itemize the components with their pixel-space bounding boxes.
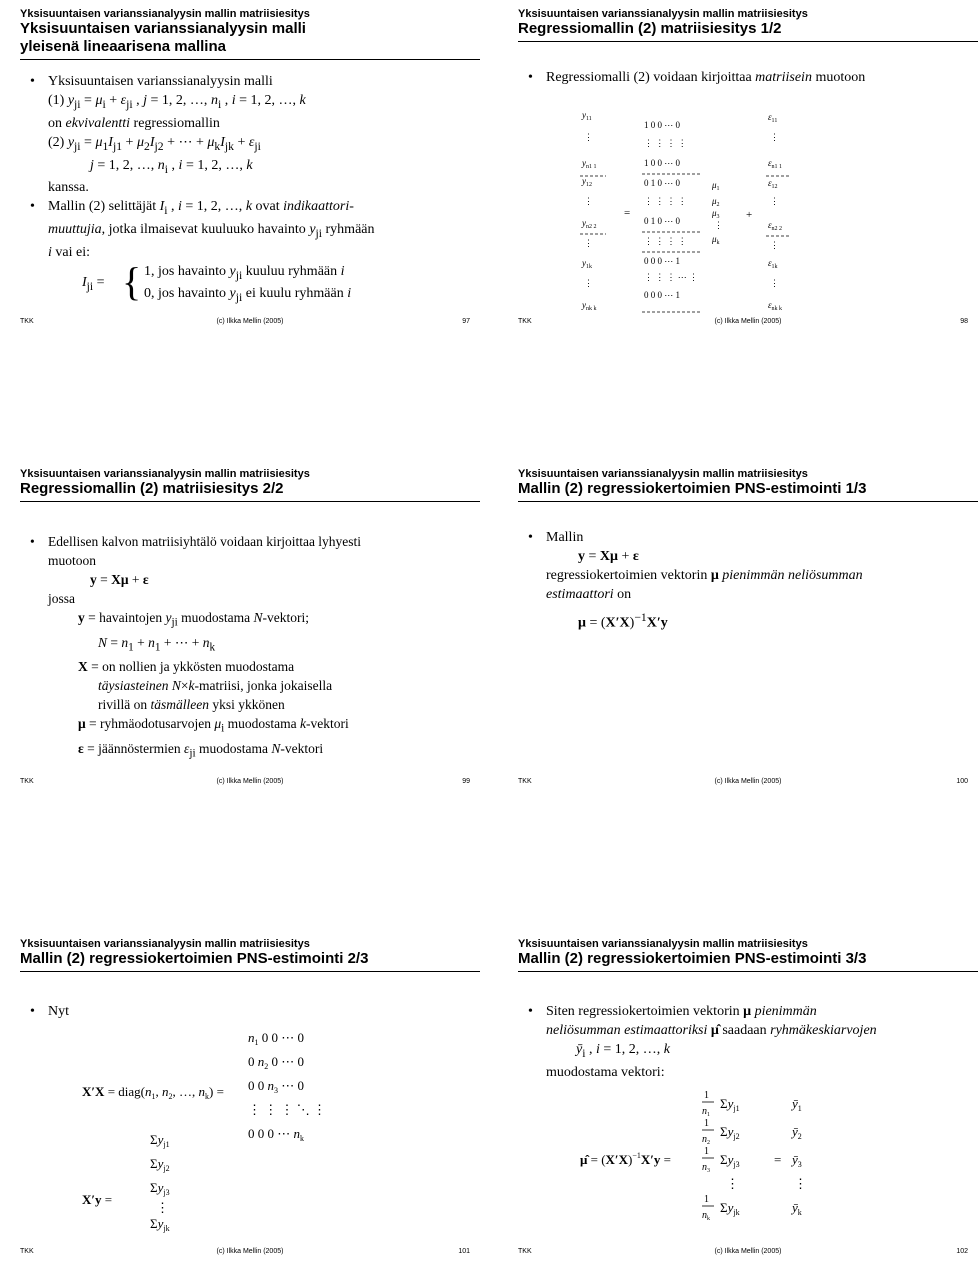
svg-text:=: = xyxy=(624,207,631,219)
svg-text:Σyj2: $\Sigma y_{j2}$ xyxy=(150,1156,170,1173)
def-y: y = havaintojen $y_{ji}$ muodostama N-vektori; xyxy=(78,610,309,629)
footer-left: TKK xyxy=(518,1248,532,1255)
svg-text:⋮: ⋮ xyxy=(770,196,779,206)
svg-text:⋮ ⋮ ⋮ ⋮: ⋮ ⋮ ⋮ ⋮ xyxy=(644,236,687,246)
title-rule xyxy=(518,501,978,502)
svg-text:εnk k: $\varepsilon_{nk k}$ xyxy=(768,300,783,312)
svg-text:Σyj2: $\Sigma y_{j2}$ xyxy=(720,1124,740,1141)
svg-text:μk: $\mu_k$ xyxy=(712,234,720,246)
page-number: 97 xyxy=(462,318,470,325)
svg-text:0 1 0 ⋯ 0: 0 1 0 ⋯ 0 xyxy=(644,216,680,226)
svg-text:+: + xyxy=(746,209,753,221)
svg-text:0 n2 0 ⋯ 0: 0 $n_2$ 0 ⋯ 0 xyxy=(248,1054,304,1071)
slide-title: Mallin (2) regressiokertoimien PNS-estimointi 2/3 xyxy=(20,950,369,967)
svg-text:n2: $n_2$ xyxy=(702,1134,710,1146)
def-n: $N = n_1 + n_1$ + ⋯ + $n_k$ xyxy=(98,634,216,654)
svg-text:⋮: ⋮ xyxy=(584,132,593,142)
svg-text:εn1 1: $\varepsilon_{n1 1}$ xyxy=(768,158,783,170)
svg-text:Σyj3: $\Sigma y_{j3}$ xyxy=(720,1152,740,1169)
footer-left: TKK xyxy=(518,778,532,785)
page-number: 102 xyxy=(956,1248,968,1255)
xtx-equation xyxy=(80,1030,380,1233)
svg-text:0 0 0 ⋯ nk: 0 0 0 ⋯ $n_k$ xyxy=(248,1126,304,1143)
svg-text:ynk k: $y_{nk k}$ xyxy=(582,300,597,312)
text-line: rivillä on täsmälleen yksi ykkönen xyxy=(98,697,285,713)
course-title: Yksisuuntaisen varianssianalyysin mallin matriisiesitys xyxy=(518,468,808,480)
svg-text:⋮ ⋮ ⋮ ⋮: ⋮ ⋮ ⋮ ⋮ xyxy=(644,138,687,148)
bullet-item: • Nyt xyxy=(30,1004,69,1019)
svg-text:⋮: ⋮ xyxy=(584,196,593,206)
slide-body xyxy=(528,1002,972,1082)
slide-title: Mallin (2) regressiokertoimien PNS-estimointi 1/3 xyxy=(518,480,867,497)
svg-text:n3: $n_3$ xyxy=(702,1162,710,1174)
svg-text:ȳ2: $ȳ_2$ xyxy=(792,1124,802,1141)
footer-center: (c) Ilkka Mellin (2005) xyxy=(216,318,284,325)
footer-left: TKK xyxy=(20,318,34,325)
svg-text:ε12: $\varepsilon_{12}$ xyxy=(768,178,778,190)
footer-center: (c) Ilkka Mellin (2005) xyxy=(216,778,284,785)
slide-title: Regressiomallin (2) matriisiesitys 1/2 xyxy=(518,20,782,37)
footer-center: (c) Ilkka Mellin (2005) xyxy=(714,1248,782,1255)
text-line: täysiasteinen N×k-matriisi, jonka jokaisella xyxy=(98,678,333,694)
svg-text:yn1 1: $y_{n1 1}$ xyxy=(582,158,597,170)
def-eps: ε = jäännöstermien $\varepsilon_{ji}$ muodostama N-vektori xyxy=(78,741,324,760)
course-title: Yksisuuntaisen varianssianalyysin mallin matriisiesitys xyxy=(518,8,808,20)
slide-101 xyxy=(20,938,480,1258)
formula-means: $ȳ_i$ , i = 1, 2, …, k xyxy=(576,1042,670,1060)
page-number: 98 xyxy=(960,318,968,325)
text-line: muuttujia, jotka ilmaisevat kuuluuko havainto $y_{ji}$ ryhmään xyxy=(48,222,375,240)
svg-text:⋮: ⋮ xyxy=(584,278,593,288)
text-line: Mallin xyxy=(546,530,584,545)
slide-body xyxy=(30,72,474,304)
text-line: Mallin (2) selittäjät $I_i$ , i = 1, 2, …, k ovat indikaattori- xyxy=(48,199,354,218)
slide-body xyxy=(528,68,972,87)
text-line: Yksisuuntaisen varianssianalyysin malli xyxy=(48,74,273,89)
bullet-item: • Regressiomalli (2) voidaan kirjoittaa matriisein muotoon xyxy=(528,70,866,85)
svg-text:ȳk: $ȳ_k$ xyxy=(792,1200,802,1217)
svg-text:X′X = diag(n1, n2, …, nk) =: $X'X = diag(n_1$, $n_2$, …, $n_k$) = xyxy=(82,1084,224,1101)
indicator-definition: $I_{ji}$ = { 1, jos havainto $y_{ji}$ kuuluu ryhmään i 0, jos havainto $y_{ji}$ ei kuulu ryhmään i xyxy=(82,258,352,304)
svg-text:⋮ ⋮ ⋮ ⋮: ⋮ ⋮ ⋮ ⋮ xyxy=(644,196,687,206)
bullet-item: • Mallin (2) selittäjät $I_i$ , i = 1, 2, …, k ovat indikaattori- xyxy=(30,197,474,220)
svg-text:0 1 0 ⋯ 0: 0 1 0 ⋯ 0 xyxy=(644,178,680,188)
def-mu: μ = ryhmäodotusarvojen $\mu_i$ muodostama k-vektori xyxy=(78,716,349,736)
svg-text:y11: $y_{11}$ xyxy=(582,110,592,122)
text-line: kanssa. xyxy=(48,180,89,196)
svg-text:1: 1 xyxy=(704,1090,709,1101)
estimate-equation xyxy=(578,1090,888,1240)
text-line: estimaattori on xyxy=(546,587,632,602)
svg-text:μ2: $\mu_2$ xyxy=(712,196,720,208)
footer-left: TKK xyxy=(20,778,34,785)
page-number: 100 xyxy=(956,778,968,785)
formula-2: (2) $y_{ji} = \mu_1I_{j1} + \mu_2I_{j2}$ + ⋯ + $\mu_kI_{jk} + \varepsilon_{ji}$ xyxy=(48,134,261,153)
svg-text:nk: $n_k$ xyxy=(702,1210,710,1222)
svg-text:μ3: $\mu_3$ xyxy=(712,208,720,220)
matrix-equation xyxy=(578,108,838,313)
course-title: Yksisuuntaisen varianssianalyysin mallin matriisiesitys xyxy=(20,468,310,480)
svg-text:ȳ1: $ȳ_1$ xyxy=(792,1096,802,1113)
slide-97 xyxy=(20,8,480,328)
svg-text:ȳ3: $ȳ_3$ xyxy=(792,1152,802,1169)
text-line: Siten regressiokertoimien vektorin μ pienimmän xyxy=(546,1004,817,1019)
formula-model: y = Xμ + ε xyxy=(90,572,149,587)
title-rule xyxy=(518,41,978,42)
svg-text:0 0 0 ⋯ 1: 0 0 0 ⋯ 1 xyxy=(644,290,680,300)
course-title: Yksisuuntaisen varianssianalyysin mallin matriisiesitys xyxy=(518,938,808,950)
bullet-item: • Edellisen kalvon matriisiyhtälö voidaan kirjoittaa lyhyesti xyxy=(30,534,362,549)
page-number: 99 xyxy=(462,778,470,785)
slide-title: Regressiomallin (2) matriisiesitys 2/2 xyxy=(20,480,284,497)
svg-text:1: 1 xyxy=(704,1194,709,1205)
fraction-col xyxy=(702,1090,740,1222)
page-number: 101 xyxy=(458,1248,470,1255)
svg-text:=: = xyxy=(774,1152,782,1167)
svg-text:yn2 2: $y_{n2 2}$ xyxy=(582,218,597,230)
footer-left: TKK xyxy=(20,1248,34,1255)
text-line: jossa xyxy=(48,591,75,606)
svg-text:⋮: ⋮ xyxy=(794,1176,807,1191)
svg-text:1 0 0 ⋯ 0: 1 0 0 ⋯ 0 xyxy=(644,120,680,130)
text-line: on ekvivalentti regressiomallin xyxy=(48,115,220,131)
slide-body xyxy=(30,1002,474,1021)
svg-text:X′y =: X′y = xyxy=(82,1192,113,1207)
title-rule xyxy=(518,971,978,972)
formula-estimator: $\mu = (X'X)^{-1}X'y$ xyxy=(578,611,668,631)
slide-body xyxy=(30,532,474,764)
formula-model: y = Xμ + ε xyxy=(578,549,639,564)
svg-text:ε11: $\varepsilon_{11}$ xyxy=(768,112,778,124)
slide-100 xyxy=(518,468,978,788)
title-rule xyxy=(20,59,480,60)
means-col xyxy=(790,1096,807,1217)
svg-text:⋮: ⋮ xyxy=(156,1200,169,1215)
svg-text:1 0 0 ⋯ 0: 1 0 0 ⋯ 0 xyxy=(644,158,680,168)
footer-center: (c) Ilkka Mellin (2005) xyxy=(714,318,782,325)
formula-indices: j = 1, 2, …, $n_i$ , i = 1, 2, …, k xyxy=(90,157,253,176)
text-line: muodostama vektori: xyxy=(546,1064,665,1080)
bullet-item: • Siten regressiokertoimien vektorin μ pienimmän xyxy=(528,1004,817,1019)
slide-102 xyxy=(518,938,978,1258)
svg-text:y1k: $y_{1k}$ xyxy=(582,258,592,270)
title-rule xyxy=(20,501,480,502)
text-line: Edellisen kalvon matriisiyhtälö voidaan kirjoittaa lyhyesti xyxy=(48,534,362,549)
slide-98 xyxy=(518,8,978,328)
svg-text:⋮: ⋮ xyxy=(726,1176,739,1191)
svg-text:1: 1 xyxy=(704,1146,709,1157)
svg-text:1: 1 xyxy=(704,1118,709,1129)
bullet-item: • Yksisuuntaisen varianssianalyysin malli xyxy=(30,74,273,89)
slide-body xyxy=(528,528,972,633)
svg-text:εn2 2: $\varepsilon_{n2 2}$ xyxy=(768,220,783,232)
svg-text:⋮: ⋮ xyxy=(714,220,723,230)
slide-title: Yksisuuntaisen varianssianalyysin malli yleisenä lineaarisena mallina xyxy=(20,20,306,55)
def-x: X = on nollien ja ykkösten muodostama xyxy=(78,659,295,675)
svg-text:0 0 n3 ⋯ 0: 0 0 $n_3$ ⋯ 0 xyxy=(248,1078,304,1095)
svg-text:0 0 0 ⋯ 1: 0 0 0 ⋯ 1 xyxy=(644,256,680,266)
svg-text:n1 0 0 ⋯ 0: $n_1$ 0 0 ⋯ 0 xyxy=(248,1030,304,1047)
course-title: Yksisuuntaisen varianssianalyysin mallin matriisiesitys xyxy=(20,938,310,950)
text-line: neliösumman estimaattoriksi μ̂ saadaan ryhmäkeskiarvojen xyxy=(546,1023,877,1038)
footer-center: (c) Ilkka Mellin (2005) xyxy=(216,1248,284,1255)
text-line: muotoon xyxy=(48,553,97,568)
svg-text:⋮: ⋮ xyxy=(770,278,779,288)
text-line: Regressiomalli (2) voidaan kirjoittaa matriisein muotoon xyxy=(546,70,866,85)
svg-text:Σyj1: $\Sigma y_{j1}$ xyxy=(150,1132,170,1149)
formula-1: (1) $y_{ji} = \mu_i + \varepsilon_{ji}$ , j = 1, 2, …, $n_i$ , i = 1, 2, …, k xyxy=(48,93,306,111)
svg-text:Σyjk: $\Sigma y_{jk}$ xyxy=(720,1200,740,1217)
footer-center: (c) Ilkka Mellin (2005) xyxy=(714,778,782,785)
svg-text:⋮ ⋮ ⋮ ⋯ ⋮: ⋮ ⋮ ⋮ ⋯ ⋮ xyxy=(644,272,698,282)
title-rule xyxy=(20,971,480,972)
text-line: regressiokertoimien vektorin μ pienimmän neliösumman xyxy=(546,568,863,583)
text-line: i vai ei: xyxy=(48,244,90,260)
svg-text:⋮ ⋮ ⋮ ⋱ ⋮: ⋮ ⋮ ⋮ ⋱ ⋮ xyxy=(248,1102,326,1117)
svg-text:n1: $n_1$ xyxy=(702,1106,710,1118)
slide-99 xyxy=(20,468,480,788)
svg-text:⋮: ⋮ xyxy=(584,238,593,248)
svg-text:ε1k: $\varepsilon_{1k}$ xyxy=(768,258,778,270)
text-line: Nyt xyxy=(48,1004,69,1019)
course-title: Yksisuuntaisen varianssianalyysin mallin matriisiesitys xyxy=(20,8,310,20)
svg-text:μ̂ = (X′X)−1X′y =: μ̂ = $(X'X)^{-1}X'y$ = xyxy=(580,1151,671,1167)
slide-title: Mallin (2) regressiokertoimien PNS-estimointi 3/3 xyxy=(518,950,867,967)
bullet-item: • Mallin xyxy=(528,530,584,545)
svg-text:y12: $y_{12}$ xyxy=(582,176,592,188)
svg-text:Σyj3: $\Sigma y_{j3}$ xyxy=(150,1180,170,1197)
svg-text:⋮: ⋮ xyxy=(770,240,779,250)
svg-text:⋮: ⋮ xyxy=(770,132,779,142)
svg-text:Σyjk: $\Sigma y_{jk}$ xyxy=(150,1216,170,1233)
svg-text:Σyj1: $\Sigma y_{j1}$ xyxy=(720,1096,740,1113)
svg-text:μ1: $\mu_1$ xyxy=(712,180,720,192)
footer-left: TKK xyxy=(518,318,532,325)
